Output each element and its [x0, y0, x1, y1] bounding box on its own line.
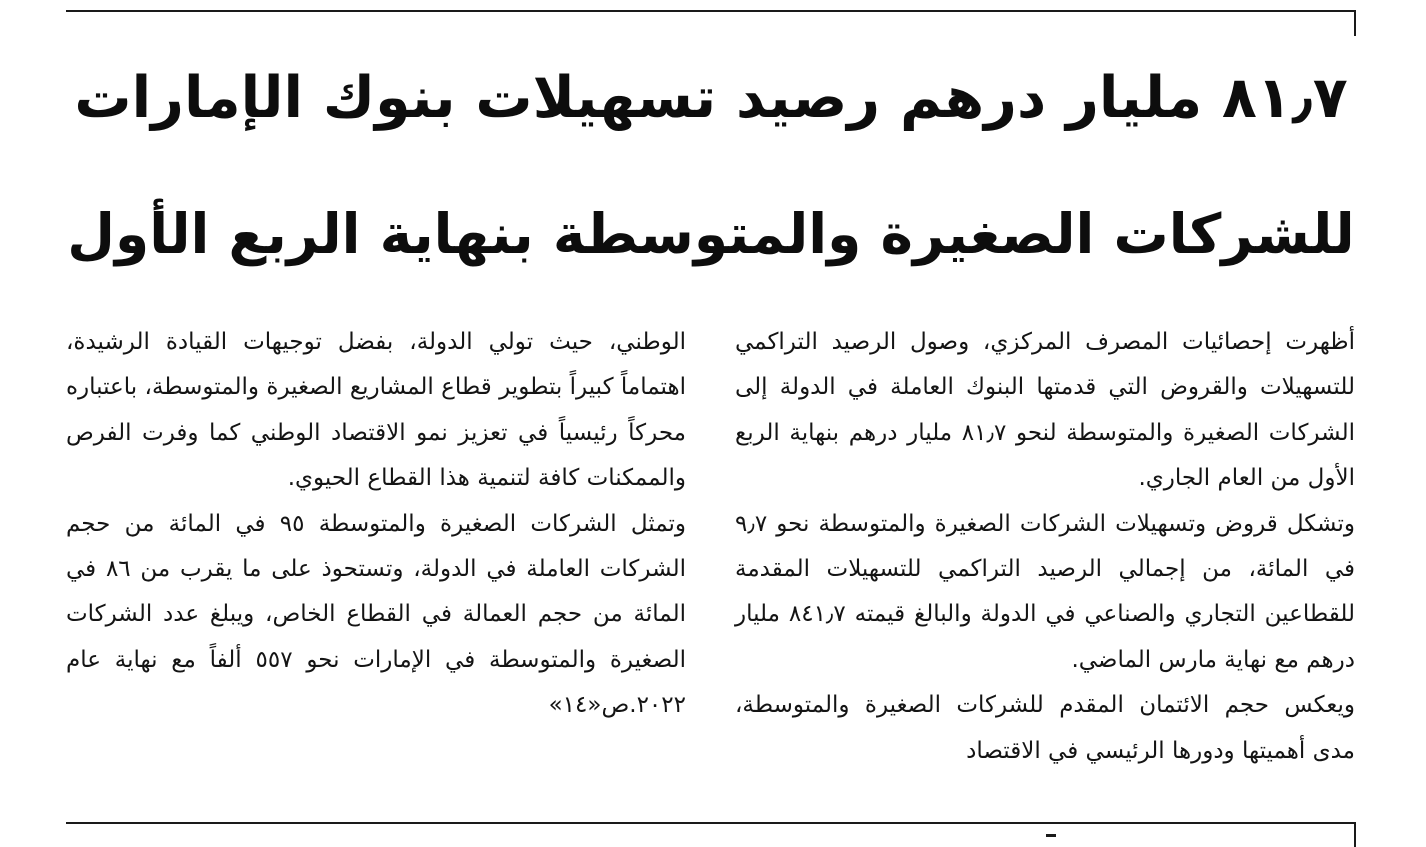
article-paragraph: وتمثل الشركات الصغيرة والمتوسطة ٩٥ في المائة من حجم الشركات العاملة في الدولة، وتستحوذ على ما يقرب من ٨٦ في المائة من حجم العمالة في القطاع الخاص، ويبلغ عدد الشركات الصغيرة والمتوسطة في الإمارات نحو ٥٥٧ ألفاً مع نهاية عام ٢٠٢٢.ص«١٤» — [66, 510, 687, 719]
headline-line-1: ٨١٫٧ مليار درهم رصيد تسهيلات بنوك الإمارات — [74, 65, 1348, 131]
top-divider-tick — [1354, 10, 1356, 36]
article-paragraph: أظهرت إحصائيات المصرف المركزي، وصول الرصيد التراكمي للتسهيلات والقروض التي قدمتها البنوك العاملة في الدولة إلى الشركات الصغيرة والمتوسطة لنحو ٨١٫٧ مليار درهم بنهاية الربع الأول من العام الجاري. — [735, 329, 1355, 492]
article-column-right — [735, 320, 1355, 774]
bottom-divider-rule — [66, 822, 1356, 824]
bottom-divider-tick — [1354, 822, 1356, 847]
top-divider-rule — [66, 10, 1356, 12]
article-paragraph: وتشكل قروض وتسهيلات الشركات الصغيرة والمتوسطة نحو ٩٫٧ في المائة، من إجمالي الرصيد التراكمي للتسهيلات المقدمة للقطاعين التجاري والصناعي في الدولة والبالغ قيمته ٨٤١٫٧ مليار درهم مع نهاية مارس الماضي. — [735, 510, 1355, 673]
article-column-left — [66, 320, 686, 729]
headline-line-2: للشركات الصغيرة والمتوسطة بنهاية الربع الأول — [67, 202, 1355, 266]
next-article-fragment — [1046, 834, 1056, 841]
article-paragraph: ويعكس حجم الائتمان المقدم للشركات الصغيرة والمتوسطة، مدى أهميتها ودورها الرئيسي في الاقتصاد — [735, 692, 1355, 764]
article-paragraph: الوطني، حيث تولي الدولة، بفضل توجيهات القيادة الرشيدة، اهتماماً كبيراً بتطوير قطاع المشاريع الصغيرة والمتوسطة، باعتباره محركاً رئيسياً في تعزيز نمو الاقتصاد الوطني كما وفرت الفرص والممكنات كافة لتنمية هذا القطاع الحيوي. — [66, 329, 686, 492]
